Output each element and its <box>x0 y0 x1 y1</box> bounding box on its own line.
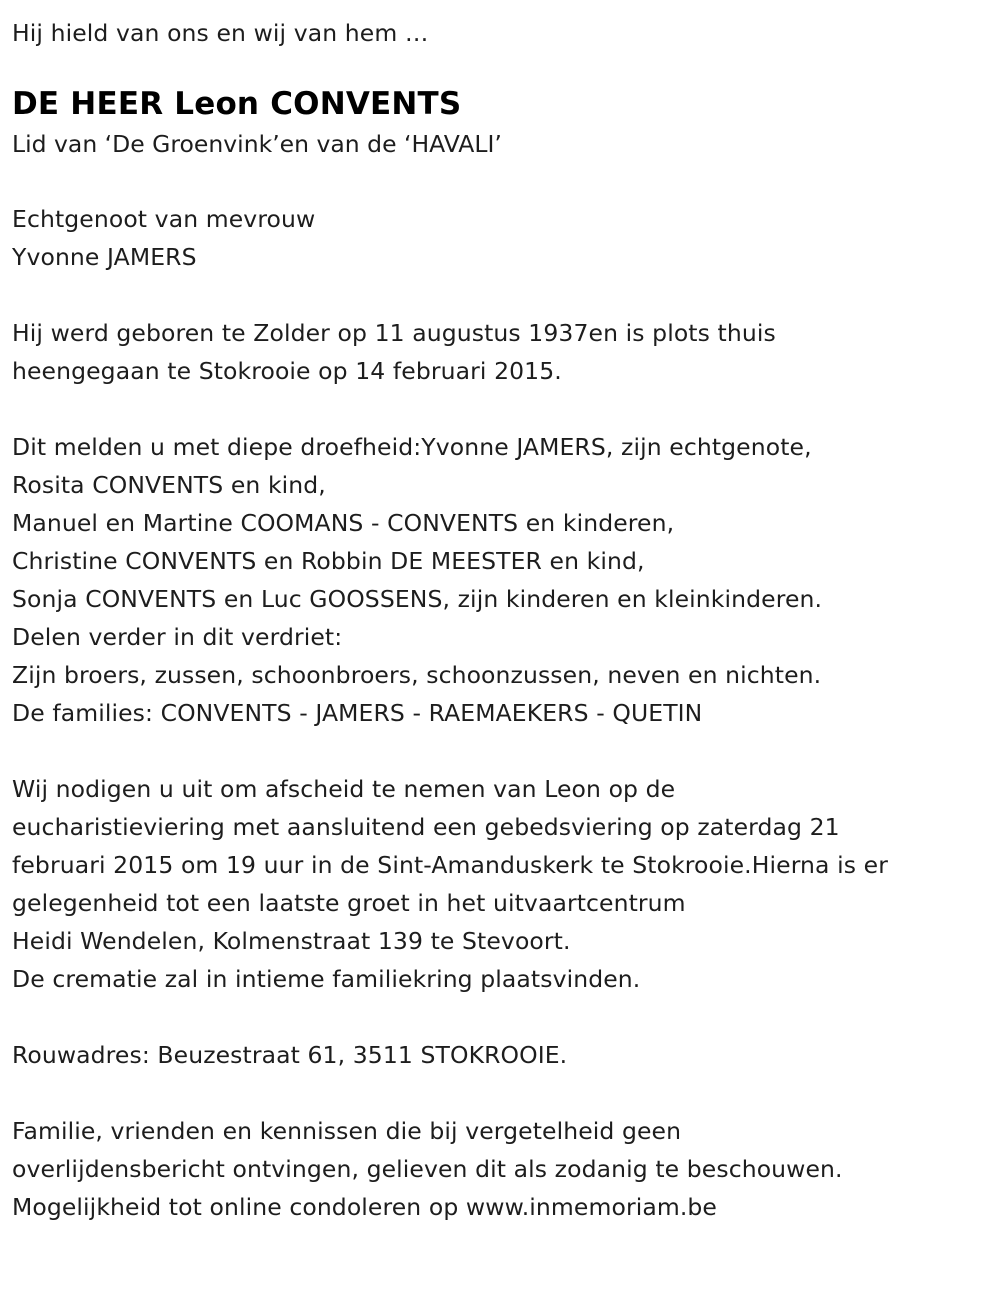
spacer <box>12 162 984 200</box>
service-details-block <box>12 770 984 998</box>
spouse-name: Yvonne JAMERS <box>12 243 197 271</box>
closing-line: Mogelijkheid tot online condoleren op www.inmemoriam.be <box>12 1193 717 1221</box>
spacer <box>12 276 984 314</box>
mourning-address: Rouwadres: Beuzestraat 61, 3511 STOKROOIE. <box>12 1041 568 1069</box>
spacer <box>12 390 984 428</box>
service-line: De crematie zal in intieme familiekring plaatsvinden. <box>12 965 641 993</box>
membership-line: Lid van ‘De Groenvink’en van de ‘HAVALI’ <box>12 130 502 158</box>
announcement-line: Rosita CONVENTS en kind, <box>12 471 326 499</box>
spacer <box>12 52 984 78</box>
spacer <box>12 732 984 770</box>
closing-line: overlijdensbericht ontvingen, gelieven dit als zodanig te beschouwen. <box>12 1155 843 1183</box>
spacer <box>12 998 984 1036</box>
opening-line: Hij hield van ons en wij van hem … <box>12 19 429 47</box>
birth-death-line: heengegaan te Stokrooie op 14 februari 2015. <box>12 357 562 385</box>
announcement-line: Sonja CONVENTS en Luc GOOSSENS, zijn kinderen en kleinkinderen. <box>12 585 823 613</box>
announcement-line: Dit melden u met diepe droefheid:Yvonne JAMERS, zijn echtgenote, <box>12 433 812 461</box>
announcement-line: Manuel en Martine COOMANS - CONVENTS en kinderen, <box>12 509 675 537</box>
announcement-line: De families: CONVENTS - JAMERS - RAEMAEKERS - QUETIN <box>12 699 703 727</box>
spacer <box>12 1074 984 1112</box>
closing-line: Familie, vrienden en kennissen die bij vergetelheid geen <box>12 1117 682 1145</box>
announcement-line: Delen verder in dit verdriet: <box>12 623 343 651</box>
service-line: februari 2015 om 19 uur in de Sint-Amanduskerk te Stokrooie.Hierna is er <box>12 851 888 879</box>
spouse-block <box>12 200 984 276</box>
service-line: Heidi Wendelen, Kolmenstraat 139 te Stevoort. <box>12 927 571 955</box>
service-line: gelegenheid tot een laatste groet in het uitvaartcentrum <box>12 889 686 917</box>
announcement-block <box>12 428 984 732</box>
closing-block <box>12 1112 984 1226</box>
birth-death-line: Hij werd geboren te Zolder op 11 augustus 1937en is plots thuis <box>12 319 776 347</box>
announcement-line: Christine CONVENTS en Robbin DE MEESTER en kind, <box>12 547 645 575</box>
birth-death-block <box>12 314 984 390</box>
service-line: eucharistieviering met aansluitend een gebedsviering op zaterdag 21 <box>12 813 840 841</box>
page-title: DE HEER Leon CONVENTS <box>12 86 462 122</box>
announcement-line: Zijn broers, zussen, schoonbroers, schoonzussen, neven en nichten. <box>12 661 822 689</box>
service-line: Wij nodigen u uit om afscheid te nemen van Leon op de <box>12 775 676 803</box>
spouse-intro: Echtgenoot van mevrouw <box>12 205 316 233</box>
